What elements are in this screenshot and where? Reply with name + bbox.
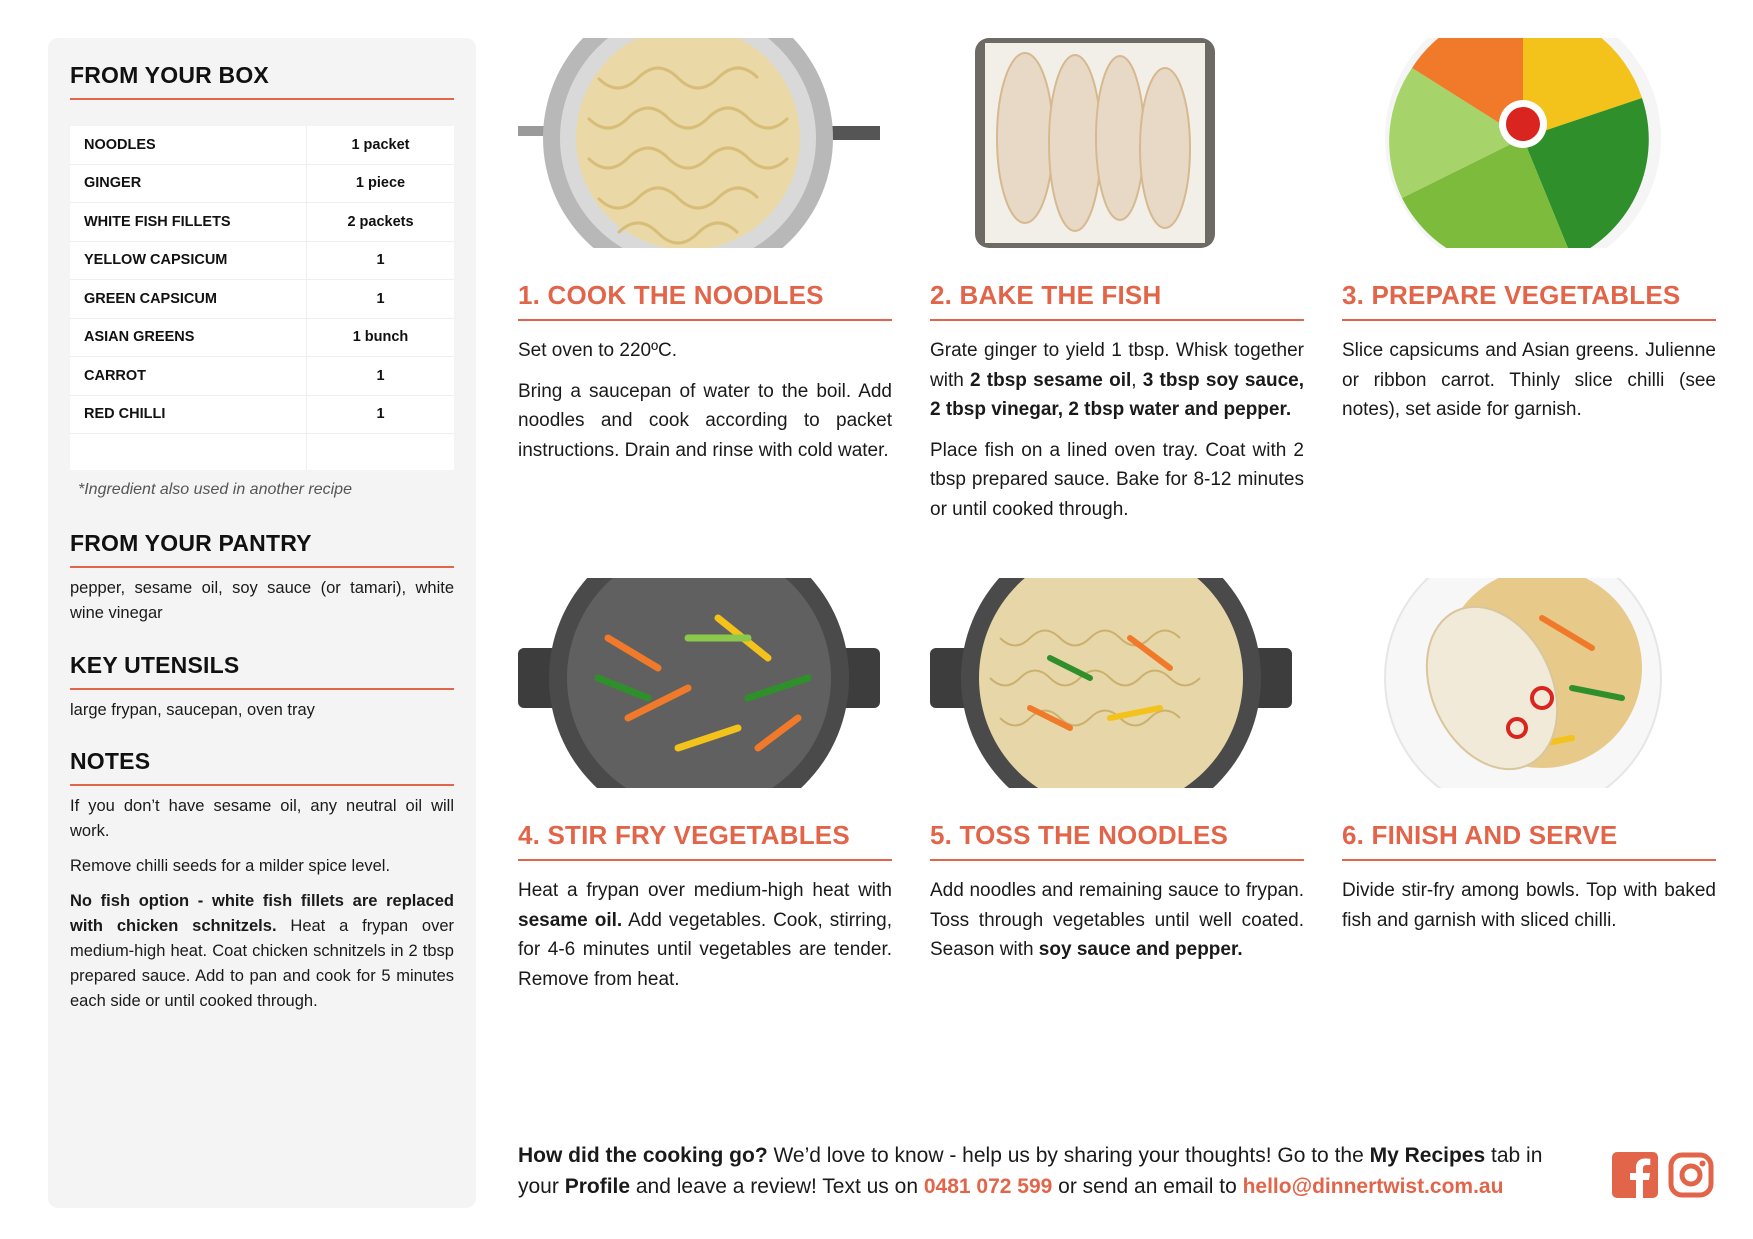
email-link[interactable]: hello@dinnertwist.com.au xyxy=(1242,1175,1504,1198)
photo-stir-fry-vegetables xyxy=(518,578,880,788)
step-6-title: 6. FINISH AND SERVE xyxy=(1342,820,1716,861)
photo-toss-noodles xyxy=(930,578,1292,788)
ingredient-name xyxy=(70,434,307,471)
ingredient-qty xyxy=(307,434,455,471)
pantry-title: FROM YOUR PANTRY xyxy=(70,530,454,568)
footer-text-1: We’d love to know - help us by sharing your thoughts! Go to the xyxy=(767,1144,1370,1167)
step-2-p1-c: , xyxy=(1131,369,1143,391)
step-1-p2: Bring a saucepan of water to the boil. Add noodles and cook according to packet instructions. Drain and rinse with cold water. xyxy=(518,380,892,461)
step-4-title: 4. STIR FRY VEGETABLES xyxy=(518,820,892,861)
step-2-p1 xyxy=(930,336,1304,425)
ingredient-qty: 1 piece xyxy=(307,164,455,203)
ingredient-row xyxy=(70,357,454,396)
ingredient-name: GINGER xyxy=(70,164,307,203)
ingredient-note: *Ingredient also used in another recipe xyxy=(78,481,352,498)
footer-question: How did the cooking go? xyxy=(518,1144,768,1167)
ingredient-name: GREEN CAPSICUM xyxy=(70,280,307,319)
ingredient-row xyxy=(70,203,454,242)
ingredient-row xyxy=(70,318,454,357)
step-6-text xyxy=(1342,876,1716,946)
step-2-p1-d: 3 tbsp soy sauce, 2 tbsp vinegar, 2 tbsp water and pepper. xyxy=(930,369,1304,420)
facebook-icon[interactable] xyxy=(1612,1152,1658,1198)
step-3-p1: Slice capsicums and Asian greens. Julienne or ribbon carrot. Thinly slice chilli (see notes), set aside for garnish. xyxy=(1342,340,1716,420)
utensils-section xyxy=(70,652,454,723)
step-2-p1-a: Grate ginger to yield 1 tbsp. Whisk together with xyxy=(930,340,1304,391)
box-title: FROM YOUR BOX xyxy=(70,62,454,100)
utensils-text: large frypan, saucepan, oven tray xyxy=(70,701,315,719)
note-1: If you don’t have sesame oil, any neutral oil will work. xyxy=(70,797,454,840)
ingredient-row xyxy=(70,241,454,280)
step-2-p1-b: 2 tbsp sesame oil xyxy=(970,369,1132,391)
ingredients-table xyxy=(70,126,454,470)
photo-finished-dish xyxy=(1342,578,1704,788)
step-4-p1-b: sesame oil. xyxy=(518,909,623,931)
step-4-text xyxy=(518,876,892,1005)
ingredient-row-empty xyxy=(70,434,454,471)
step-2-title: 2. BAKE THE FISH xyxy=(930,280,1304,321)
ingredient-name: CARROT xyxy=(70,357,307,396)
footer-text-3: and leave a review! Text us on xyxy=(630,1175,924,1198)
step-5-p1-b: soy sauce and pepper. xyxy=(1038,939,1243,960)
ingredient-name: YELLOW CAPSICUM xyxy=(70,241,307,280)
ingredient-qty: 1 packet xyxy=(307,126,455,164)
step-2-text xyxy=(930,336,1304,535)
pantry-text: pepper, sesame oil, soy sauce (or tamari), white wine vinegar xyxy=(70,579,454,622)
ingredient-name: NOODLES xyxy=(70,126,307,164)
step-3-text xyxy=(1342,336,1716,436)
footer-text-2: tab in your xyxy=(518,1144,1543,1198)
pantry-section xyxy=(70,530,454,626)
step-4-p1-c: Add vegetables. Cook, stirring, for 4-6 minutes until vegetables are tender. Remove from heat. xyxy=(518,909,892,990)
step-4-p1-a: Heat a frypan over medium-high heat with xyxy=(518,880,892,901)
ingredient-qty: 1 xyxy=(307,280,455,319)
notes-text xyxy=(70,794,454,1014)
step-5-p1-a: Add noodles and remaining sauce to frypan. Toss through vegetables until well coated. Season with xyxy=(930,880,1304,960)
ingredient-qty: 1 xyxy=(307,241,455,280)
step-1-text xyxy=(518,336,892,476)
step-2-p2: Place fish on a lined oven tray. Coat with 2 tbsp prepared sauce. Bake for 8-12 minutes or until cooked through. xyxy=(930,439,1304,520)
photo-fish-tray xyxy=(930,38,1260,248)
footer-feedback xyxy=(518,1140,1568,1202)
note-3-rest: Heat a frypan over medium-high heat. Coat chicken schnitzels in 2 tbsp prepared sauce. Add to pan and cook for 5 minutes each side or until cooked through. xyxy=(70,917,454,1010)
utensils-title: KEY UTENSILS xyxy=(70,652,454,690)
step-1-p1: Set oven to 220ºC. xyxy=(518,340,678,361)
step-3-title: 3. PREPARE VEGETABLES xyxy=(1342,280,1716,321)
photo-prepared-vegetables xyxy=(1342,38,1704,248)
ingredient-qty: 1 bunch xyxy=(307,318,455,357)
photo-noodles-colander xyxy=(518,38,880,248)
profile-label: Profile xyxy=(564,1175,631,1198)
ingredient-qty: 2 packets xyxy=(307,203,455,242)
note-3-bold: No fish option - white fish fillets are replaced with chicken schnitzels. xyxy=(70,892,454,935)
ingredient-qty: 1 xyxy=(307,395,455,434)
step-5-p1 xyxy=(930,876,1304,965)
my-recipes-label: My Recipes xyxy=(1369,1144,1486,1167)
ingredient-row xyxy=(70,280,454,319)
ingredient-row xyxy=(70,126,454,164)
instagram-icon[interactable] xyxy=(1668,1152,1714,1198)
note-3 xyxy=(70,889,454,1014)
footer-text-4: or send an email to xyxy=(1052,1175,1243,1198)
ingredient-qty: 1 xyxy=(307,357,455,396)
ingredient-row xyxy=(70,164,454,203)
sidebar xyxy=(48,38,476,1208)
box-section xyxy=(70,62,454,100)
ingredient-name: WHITE FISH FILLETS xyxy=(70,203,307,242)
ingredient-name: RED CHILLI xyxy=(70,395,307,434)
step-1-title: 1. COOK THE NOODLES xyxy=(518,280,892,321)
step-5-title: 5. TOSS THE NOODLES xyxy=(930,820,1304,861)
notes-title: NOTES xyxy=(70,748,454,786)
step-5-text xyxy=(930,876,1304,976)
step-6-p1: Divide stir-fry among bowls. Top with baked fish and garnish with sliced chilli. xyxy=(1342,880,1716,931)
notes-section xyxy=(70,748,454,1024)
ingredient-name: ASIAN GREENS xyxy=(70,318,307,357)
ingredient-row xyxy=(70,395,454,434)
step-4-p1 xyxy=(518,876,892,994)
phone-link[interactable]: 0481 072 599 xyxy=(923,1175,1053,1198)
note-2: Remove chilli seeds for a milder spice level. xyxy=(70,857,391,875)
